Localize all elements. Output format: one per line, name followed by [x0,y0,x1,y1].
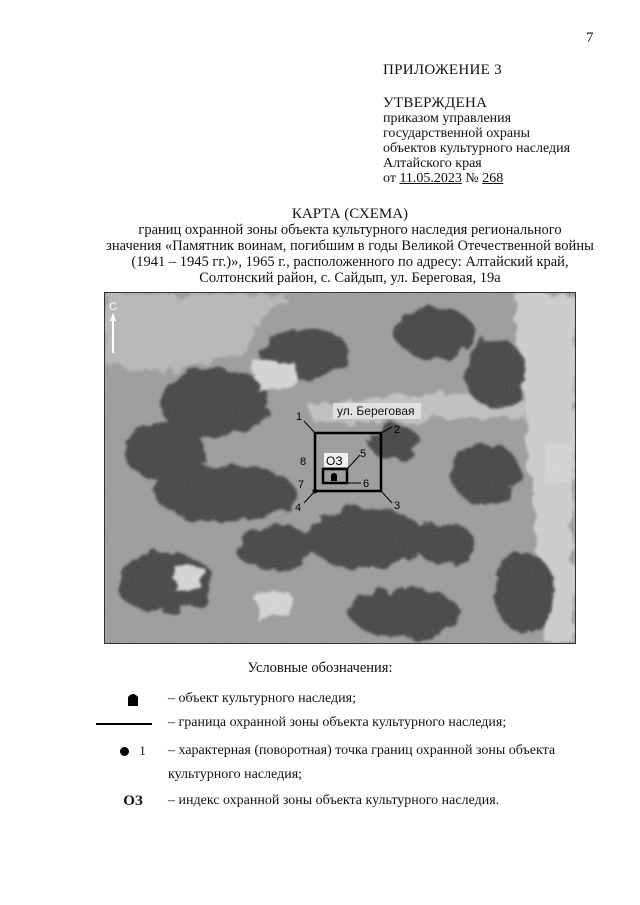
legend-text: – объект культурного наследия; [168,691,356,706]
aerial-map-image [105,293,575,643]
turning-point-icon [120,747,129,756]
approval-line: государственной охраны [383,126,531,141]
zone-index-label: ОЗ [326,454,343,468]
approval-date-line [383,171,623,186]
point-label: 1 [296,411,303,423]
map-title-line: (1941 – 1945 гг.)», 1965 г., расположенного по адресу: Алтайский край, [131,254,569,270]
map-title-line: Солтонский район, с. Сайдып, ул. Береговая, 19а [199,270,501,286]
map-title-line: границ охранной зоны объекта культурного наследия регионального [138,222,562,238]
monument-icon [125,691,141,707]
date-prefix: от [383,171,396,186]
legend-text: культурного наследия; [168,767,303,782]
point-label: 6 [363,478,370,490]
point-sample-label: 1 [139,743,146,758]
approval-number: 268 [482,171,504,186]
map-title-block [60,206,640,286]
approval-line: Алтайского края [383,156,482,171]
map-title: КАРТА (СХЕМА) [291,206,409,222]
point-label: 3 [394,500,401,512]
approval-line: объектов культурного наследия [383,141,571,156]
point-label: 7 [298,479,305,491]
legend-text: – индекс охранной зоны объекта культурного наследия. [168,793,500,808]
appendix-heading: ПРИЛОЖЕНИЕ 3 [383,62,502,78]
monument-icon [331,473,337,481]
page-number: 7 [586,30,594,46]
approval-line: приказом управления [383,111,512,126]
legend-text: – граница охранной зоны объекта культурного наследия; [168,715,507,730]
approval-block [383,96,623,186]
number-sign: № [465,171,479,186]
boundary-line-icon [96,710,152,725]
aerial-map [104,292,576,644]
north-label: С [109,301,117,313]
legend-text: – характерная (поворотная) точка границ охранной зоны объекта [168,743,556,758]
point-label: 8 [300,456,307,468]
point-label: 5 [360,448,367,460]
legend-title: Условные обозначения: [247,660,393,676]
approval-title: УТВЕРЖДЕНА [383,95,488,111]
legend-symbol [108,686,158,712]
map-title-line: значения «Памятник воинам, погибшим в годы Великой Отечественной войны [106,238,594,254]
street-label: ул. Береговая [337,404,415,418]
legend-symbol [108,738,158,765]
legend-symbol [96,710,152,725]
point-label: 2 [394,424,401,436]
approval-date: 11.05.2023 [399,171,462,186]
zone-index-symbol: ОЗ [123,793,143,809]
point-label: 4 [295,502,302,514]
